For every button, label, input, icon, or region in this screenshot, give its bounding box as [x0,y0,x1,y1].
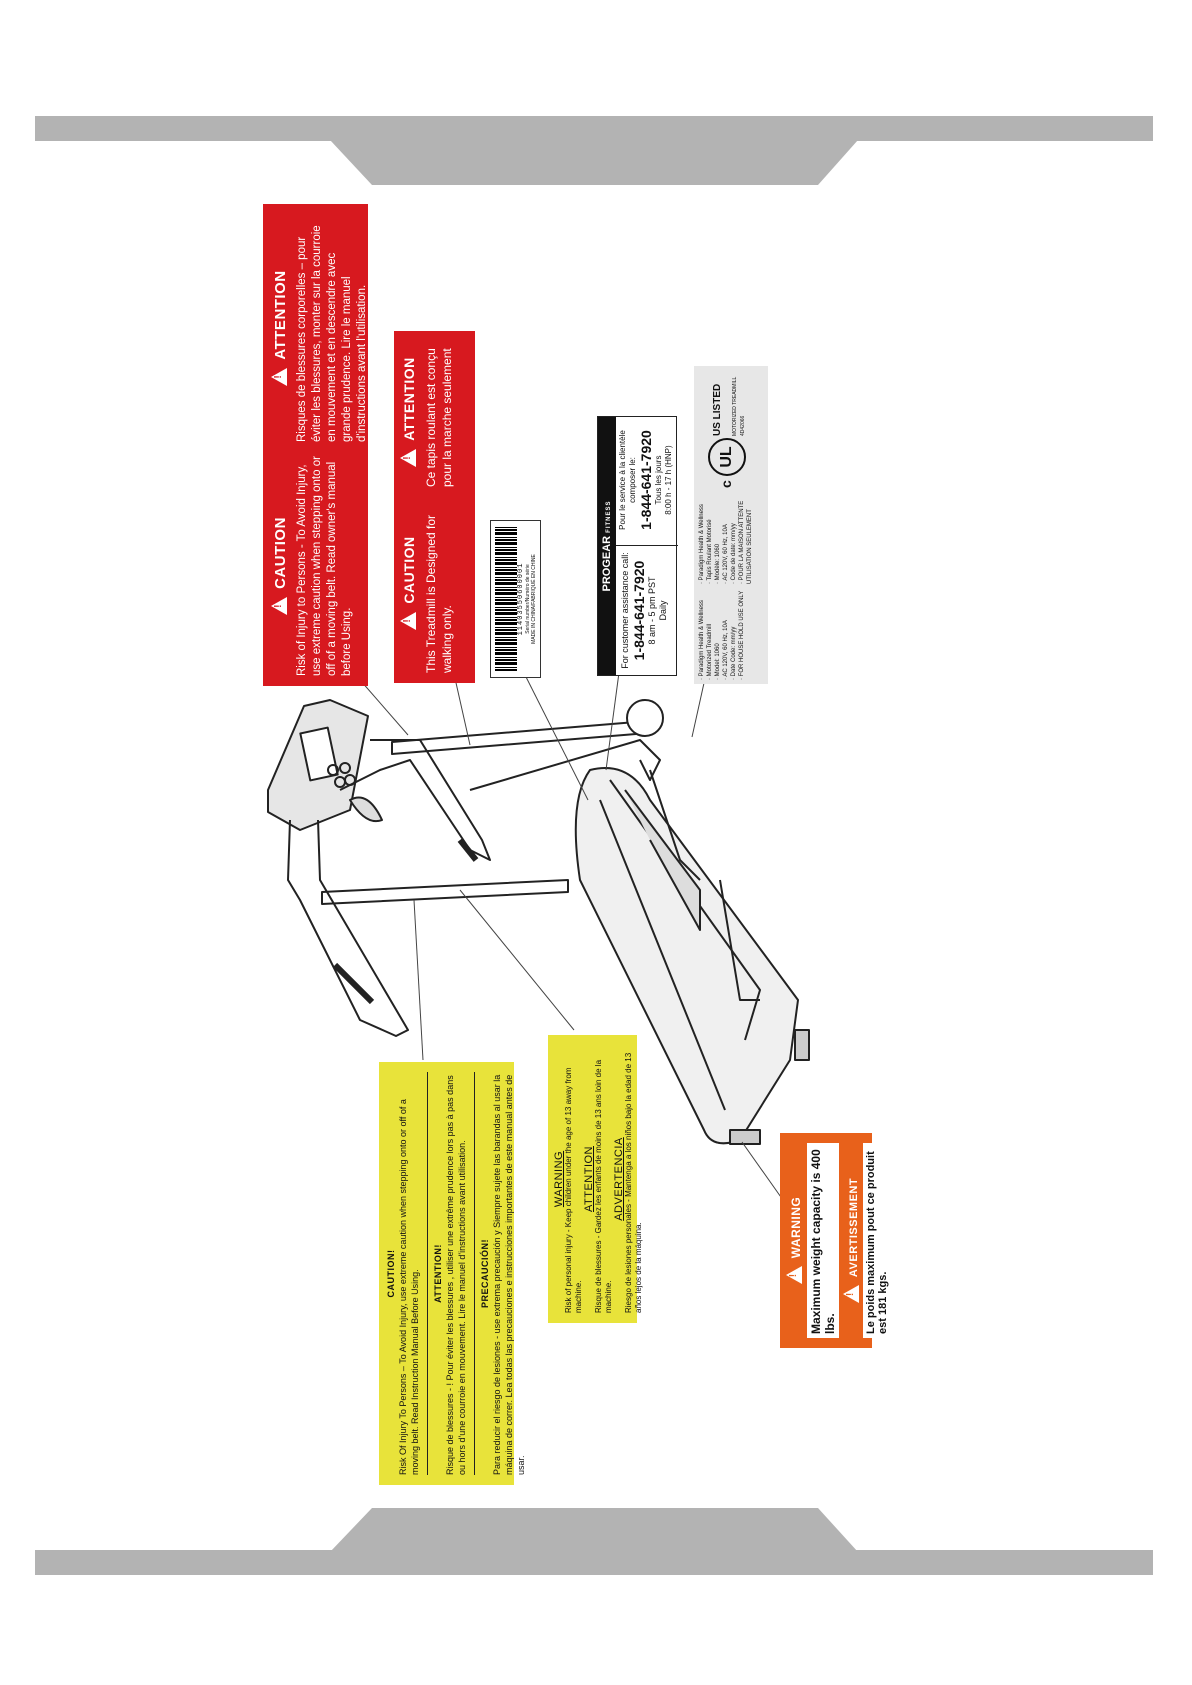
warning-triangle-icon [271,597,287,615]
walking-attention-text: Ce tapis roulant est conçu pour la marche seulement [424,348,454,487]
weight-avertissement-text: Le poids maximum pout ce produit est 181 kgs. [863,1143,891,1338]
brand-strip [598,417,616,675]
serial-caption: Serial number/Numéro de série [525,564,531,634]
ul-logo-icon: UL [708,438,746,476]
weight-warning-label [780,1133,889,1348]
ul-listed: US LISTED [712,383,723,436]
ul-small2: 4D42066 [740,415,746,436]
rating-en-line: · Model: 1060 [715,643,721,680]
left-handrail [288,820,408,1036]
weight-warning-text: Maximum weight capacity is 400 lbs. [807,1143,839,1338]
caution-title: CAUTION [272,517,289,589]
rating-en-line: · AC 120V, 60 Hz, 10A [723,620,729,680]
brand-logo: PROGEAR [601,535,613,592]
walking-only-label [394,331,475,683]
yellow-precaucion-title: PRECAUCIÓN! [480,1239,490,1309]
assistance-fr-intro: Pour le service à la clientèle composer le: [618,430,637,530]
rating-fr-line: · Tapis Roulant Motorisé [707,519,713,584]
yellow-caution-text: Risk Of Injury To Persons – To Avoid Injury, use extreme caution when stepping onto or off of a moving belt. Read Instruction Manual Before Using. [397,1072,428,1475]
assistance-en-intro: For customer assistance call: [620,552,630,669]
yellow-attention-title: ATTENTION! [433,1244,443,1303]
assistance-en-days: Daily [658,600,668,621]
children-warning-label [548,1035,643,1323]
ul-small: MOTORIZED TREADMILL [732,376,738,436]
warning-triangle-icon [271,368,287,386]
assistance-fr-hours: 8:00 h - 17 h (HNP) [664,445,673,515]
warning-triangle-icon [400,449,416,467]
attention-title: ATTENTION [272,270,289,360]
children-advertencia-title: ADVERTENCIA [613,1137,625,1221]
weight-warning-title: WARNING [789,1196,803,1259]
children-warning-text: Risk of personal injury - Keep children under the age of 13 away from machine. [564,1067,583,1313]
made-in-text: MADE IN CHINA/FABRIQUÉ EN CHINE [531,554,537,644]
rating-fr-line: · Paradigm Health & Wellness [699,504,705,584]
warning-triangle-icon [786,1266,802,1284]
brand-sub: FITNESS [606,500,612,533]
warning-triangle-icon [843,1285,859,1303]
upright-rear [322,880,568,904]
children-warning-title: WARNING [553,1150,565,1208]
rating-en-line: · Motorized Treadmill [707,623,713,680]
assistance-fr-days: Tous les jours [654,455,663,505]
yellow-caution-title: CAUTION! [386,1249,396,1298]
yellow-caution-label [379,1062,526,1485]
ul-mark: c UL US LISTED MOTORIZED TREADMILL 4D42066 [700,372,760,488]
rating-ul-label [694,366,768,684]
children-attention-text: Risque de blessures - Gardez les enfants de moins de 13 ans loin de la machine. [594,1059,613,1313]
barcode-number: 11403550600001 [517,562,525,636]
assistance-en-hours: 8 am - 5 pm PST [647,576,657,645]
rating-fr-line: · AC 120V, 60 Hz, 10A [723,524,729,584]
caution-attention-label [263,204,368,686]
assistance-en-phone: 1-844-641-7920 [631,560,647,661]
warning-triangle-icon [400,612,416,630]
rating-en-line: · FOR HOUSE HOLD USE ONLY [739,590,745,680]
serial-barcode-label [490,520,541,678]
children-advertencia-text: Riesgo de lesiones personales - Mantenga a los niños bajo la edad de 13 años lejos de la máquina. [624,1052,643,1313]
attention-text: Risques de blessures corporelles – pour éviter les blessures, monter sur la courroie en mouvement et en descendre avec grande prudence. Lire le manuel d'instructions avant l'utilisation. [296,225,368,442]
rating-en-line: · Paradigm Health & Wellness [699,600,705,680]
walking-caution-title: CAUTION [401,536,417,604]
caution-text: Risk of Injury to Persons - To Avoid Injury, use extreme caution when stepping onto or off of a moving belt. Read owner's manual before Using. [296,456,353,676]
walking-attention-title: ATTENTION [401,357,417,441]
assistance-fr-phone: 1-844-641-7920 [638,430,654,530]
weight-avertissement-title: AVERTISSEMENT [848,1177,860,1278]
rating-fr-line: · Code de date: mm/yy [731,523,737,584]
yellow-attention-text: Risque de blessures - ! Pour éviter les blessures , utiliser une extrême prudence lors pas à pas dans ou hors d'une courroie en mouvement. Lire le manuel d'instructions avant utilisation. [444,1072,475,1475]
rating-fr-line: · Modèle: 1060 [715,543,721,584]
walking-caution-text: This Treadmill is Designed for walking only. [424,514,454,673]
rating-en-line: · Date Code: mm/yy [731,626,737,680]
children-attention-title: ATTENTION [583,1146,595,1213]
barcode [495,527,517,671]
customer-assistance-label [597,416,677,676]
rating-fr-line: · POUR LA MAISON ATTENTE [739,500,745,584]
rating-fr-line: UTILISATION SEULEMENT [747,509,753,584]
yellow-precaucion-text: Para reducir el riesgo de lesiones - use extrema precaución y Siempre sujete las barandas al usar la máquina de correr. Lea todas las precauciones e instrucciones importantes de este manual antes de usar. [492,1074,526,1475]
upright-front [392,722,636,754]
